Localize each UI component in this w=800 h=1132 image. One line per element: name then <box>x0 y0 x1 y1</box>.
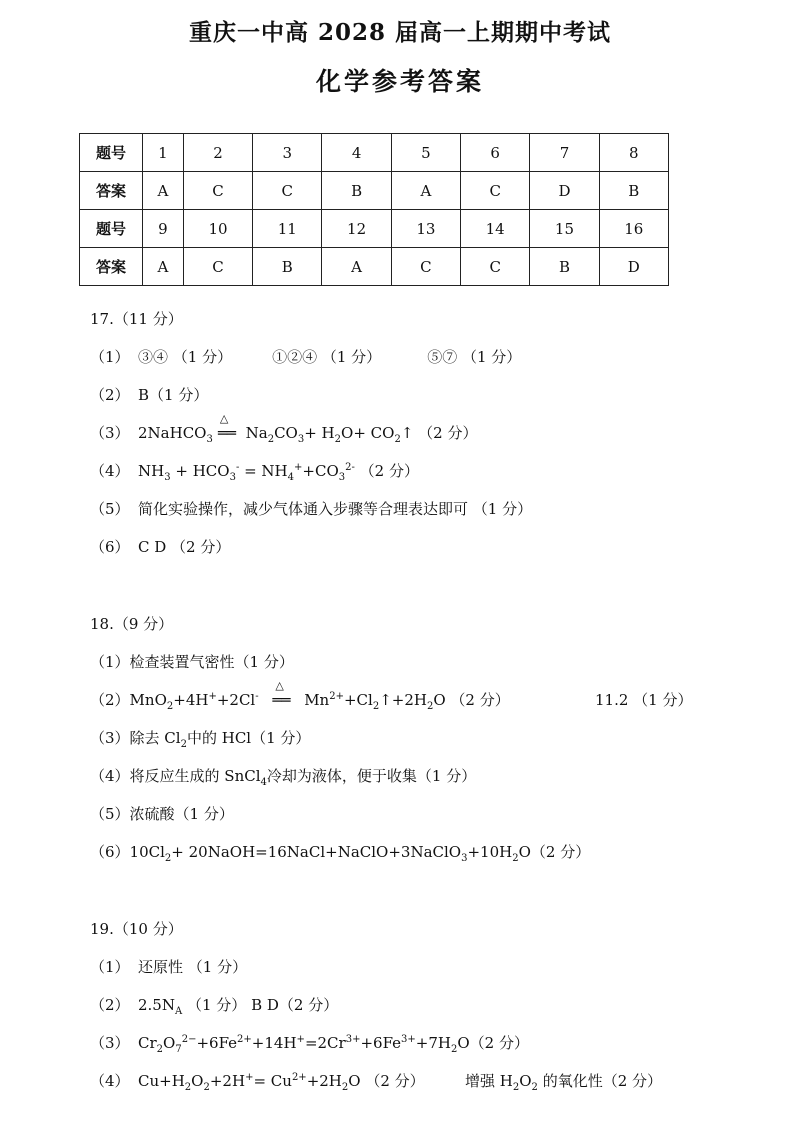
q18-line-2-volume-answer: 11.2 （1 分） <box>595 691 693 709</box>
table-cell: 14 <box>461 210 530 248</box>
table-cell: A <box>143 248 184 286</box>
q18-line-6: $(6)10Cl_2+$ $20NaOH=16NaCl+NaClO+3NaClO_3+10H_2O(2$ 分） <box>90 843 591 864</box>
q17-line-1 <box>90 346 521 367</box>
table-cell: B <box>322 172 391 210</box>
item-number: （1） <box>90 958 130 976</box>
table-cell: A <box>143 172 184 210</box>
table-cell: 11 <box>253 210 322 248</box>
table-cell: 9 <box>143 210 184 248</box>
q17-heading: 17.（11 分） <box>90 310 183 328</box>
page-subtitle: 化学参考答案 <box>315 67 484 96</box>
table-cell: 16 <box>599 210 668 248</box>
equation: $NH_3 + HCO_3^- = NH_4^++CO_3^{2-}$ （2 分） <box>138 462 419 483</box>
table-cell: B <box>599 172 668 210</box>
table-cell: 3 <box>253 134 322 172</box>
q19-line-1 <box>90 956 247 977</box>
answer-part-a: ③④ （1 分） <box>138 348 233 366</box>
table-cell: A <box>322 248 391 286</box>
item-number: （4） <box>90 1072 130 1090</box>
q19-line-3 <box>90 1032 529 1055</box>
table-row <box>80 248 669 286</box>
table-cell: D <box>530 172 599 210</box>
table-row <box>80 172 669 210</box>
equation: （2）MnO$_2$+4H++2Cl- △ ══ $Mn^{2+}+Cl_2↑+2H_2O$ （2 分） <box>90 679 510 712</box>
table-cell: C <box>391 248 460 286</box>
table-cell: 2 <box>183 134 252 172</box>
q17-line-4 <box>90 460 419 483</box>
item-number: （1） <box>90 348 130 366</box>
table-cell: 6 <box>461 134 530 172</box>
answer-text: B（1 分） <box>138 386 209 404</box>
table-cell: 13 <box>391 210 460 248</box>
q17-line-6 <box>90 536 230 557</box>
heating-condition-symbol: △ ══ <box>217 412 236 442</box>
table-row <box>80 134 669 172</box>
item-number: （3） <box>90 424 130 442</box>
table-cell: A <box>391 172 460 210</box>
row-header: 答案 <box>80 248 143 286</box>
q17-line-2 <box>90 384 208 405</box>
item-number: （3） <box>90 1034 130 1052</box>
table-cell: B <box>530 248 599 286</box>
table-cell: 7 <box>530 134 599 172</box>
equation: $Cu+H_2O_2+2H^+= Cu^{2+}+2H_2O$ （2 分） <box>138 1072 425 1093</box>
page-title: 重庆一中高 2028 届高一上期期中考试 <box>188 19 612 46</box>
answer-text: 简化实验操作，减少气体通入步骤等合理表达即可 （1 分） <box>138 500 533 518</box>
table-cell: 1 <box>143 134 184 172</box>
q18-line-3: （3）除去 $Cl_2$中的 HCl（1 分） <box>90 729 311 750</box>
table-cell: C <box>253 172 322 210</box>
row-header: 题号 <box>80 210 143 248</box>
item-number: （5） <box>90 500 130 518</box>
q19-line-4-second-answer: 增强 $H_2O_2$ 的氧化性（2 分） <box>465 1072 663 1093</box>
equation: $Cr_2O_7^{2-}+6Fe^{2+}+14H^+=2Cr^{3+}+6Fe^{3+}+7H_2O(2$ 分） <box>138 1034 529 1055</box>
item-number: （2） <box>90 996 130 1014</box>
item-number: （2） <box>90 386 130 404</box>
q19-line-2: （2） $2.5N_A$ （1 分） B D（2 分） <box>90 996 339 1017</box>
table-cell: 5 <box>391 134 460 172</box>
row-header: 题号 <box>80 134 143 172</box>
table-cell: C <box>183 172 252 210</box>
q17-line-3 <box>90 412 478 445</box>
answer-text: 还原性 （1 分） <box>138 958 248 976</box>
table-cell: 4 <box>322 134 391 172</box>
answer-part-b: ①②④ （1 分） <box>272 348 382 366</box>
q18-line-4: （4）将反应生成的 SnCl$_4$冷却为液体，便于收集（1 分） <box>90 767 477 788</box>
table-cell: D <box>599 248 668 286</box>
q17-line-5 <box>90 498 532 519</box>
answer-part-c: ⑤⑦ （1 分） <box>427 348 522 366</box>
table-row <box>80 210 669 248</box>
q18-line-1: （1）检查装置气密性（1 分） <box>90 653 294 671</box>
table-cell: 12 <box>322 210 391 248</box>
answer-table <box>79 133 669 286</box>
heating-condition-symbol: △ ══ <box>272 679 291 709</box>
table-cell: 8 <box>599 134 668 172</box>
table-cell: C <box>183 248 252 286</box>
table-cell: 15 <box>530 210 599 248</box>
row-header: 答案 <box>80 172 143 210</box>
table-cell: C <box>461 248 530 286</box>
item-number: （4） <box>90 462 130 480</box>
q19-heading: 19.（10 分） <box>90 920 183 938</box>
answer-text: C D （2 分） <box>138 538 231 556</box>
q18-line-5: （5）浓硫酸（1 分） <box>90 805 234 823</box>
q18-heading: 18.（9 分） <box>90 615 174 633</box>
item-number: （6） <box>90 538 130 556</box>
table-cell: C <box>461 172 530 210</box>
table-cell: B <box>253 248 322 286</box>
equation: 2NaHCO$_3$ △ ══ $Na_2CO_3+ H_2O+$ $CO_2↑$ （2 分） <box>138 412 478 445</box>
q18-line-2 <box>90 679 510 712</box>
q19-line-4 <box>90 1070 425 1093</box>
table-cell: 10 <box>183 210 252 248</box>
